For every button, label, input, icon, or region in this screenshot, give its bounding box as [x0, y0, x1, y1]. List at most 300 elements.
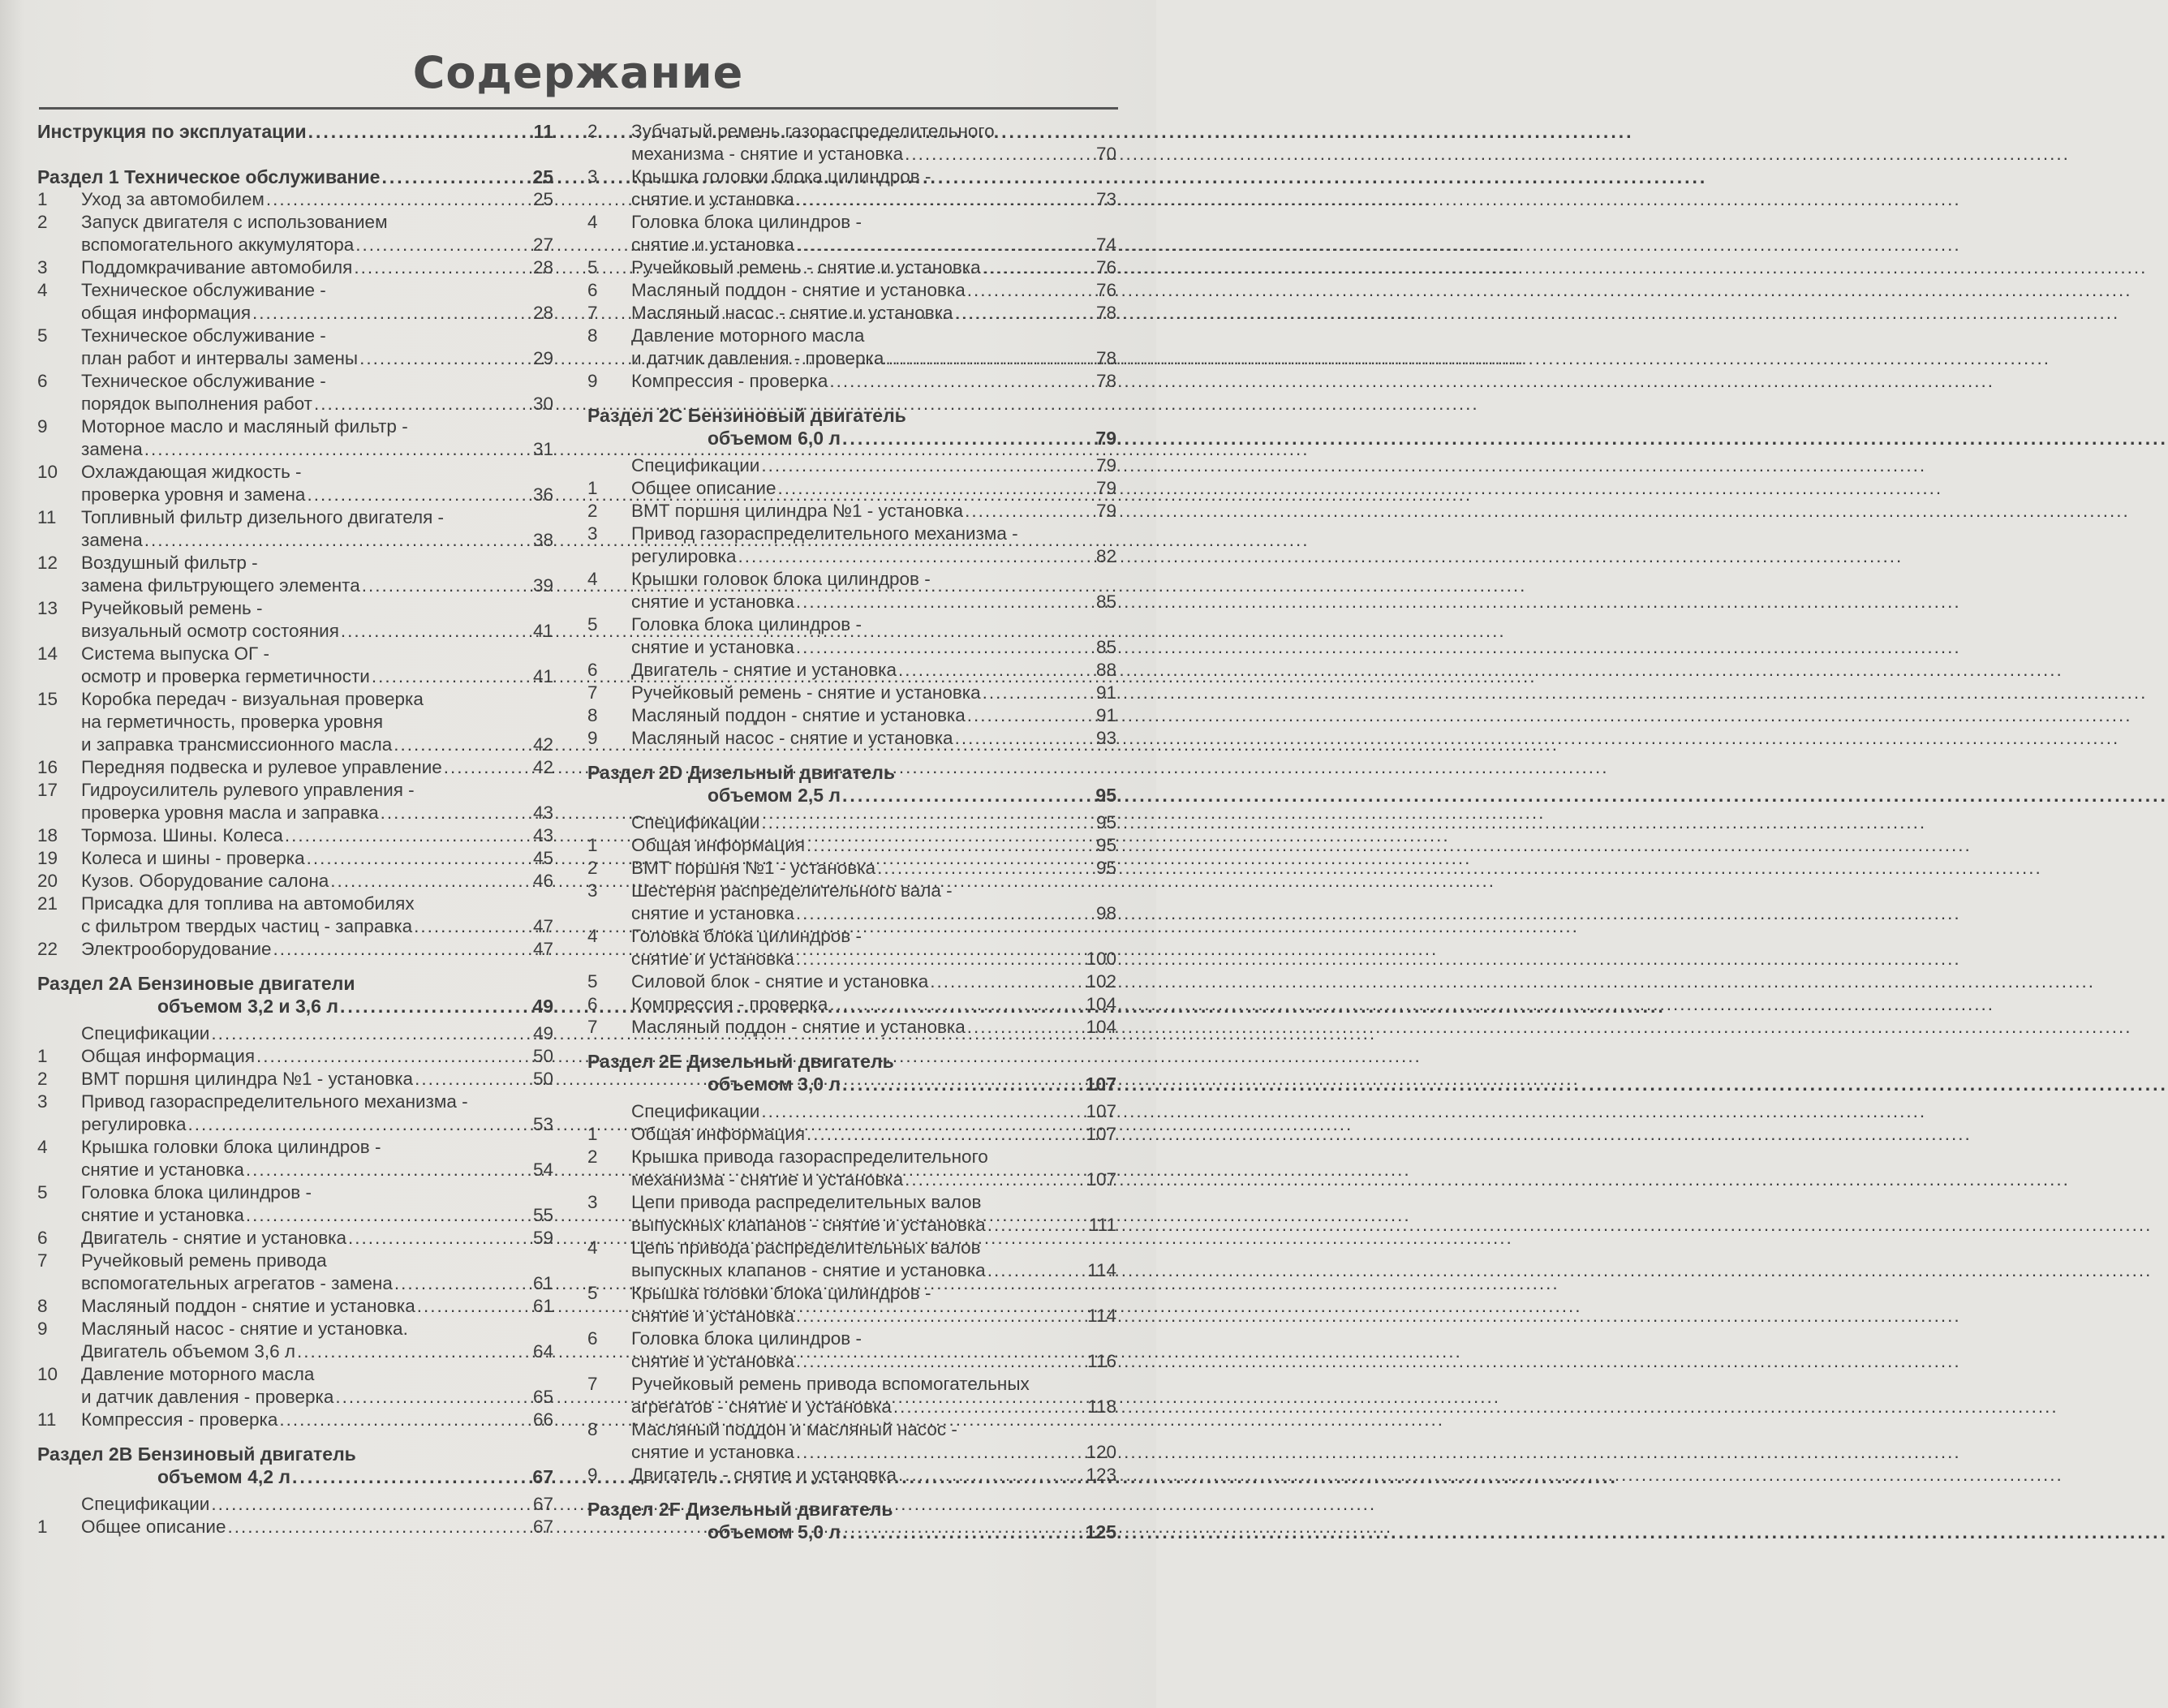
item-number: 9 [587, 371, 598, 391]
leader-dots [417, 1295, 531, 1318]
leader-dots [777, 477, 1095, 500]
leader-dots [414, 915, 531, 938]
leader-dots [144, 529, 531, 552]
page-number: 28 [532, 303, 553, 323]
toc-item[interactable] [587, 1373, 1116, 1418]
item-number: 11 [37, 1409, 57, 1430]
item-text: Ручейковый ремень - снятие и установка [631, 682, 981, 703]
item-text: Двигатель - снятие и установка [81, 1228, 347, 1248]
leader-dots [842, 1521, 1084, 1543]
section-items [587, 120, 1116, 393]
item-text: Воздушный фильтр - [81, 553, 258, 573]
item-number: 8 [37, 1296, 48, 1316]
page-number: 85 [1095, 592, 1116, 612]
toc-item[interactable] [37, 506, 553, 552]
item-text: механизма - снятие и установка [631, 144, 904, 164]
item-number: 1 [587, 1124, 598, 1144]
toc-item[interactable] [37, 188, 553, 211]
item-text: Присадка для топлива на автомобилях [81, 893, 415, 914]
section-subtitle: объемом 6,0 л [708, 428, 841, 449]
leader-dots [796, 591, 1095, 613]
item-text: Техническое обслуживание - [81, 325, 326, 346]
leader-dots [965, 500, 1095, 523]
toc-item[interactable] [37, 824, 553, 847]
leader-dots [335, 1386, 531, 1409]
item-number: 22 [37, 939, 58, 959]
toc-item[interactable] [37, 325, 553, 370]
page-number: 95 [1095, 785, 1116, 806]
toc-item[interactable] [587, 1282, 1116, 1327]
toc-item[interactable] [37, 1409, 553, 1431]
toc-item[interactable] [587, 1237, 1116, 1282]
leader-dots [144, 438, 531, 461]
item-text: Техническое обслуживание - [81, 280, 326, 300]
toc-item[interactable] [587, 857, 1116, 880]
toc-item[interactable] [587, 925, 1116, 970]
leader-dots [394, 734, 531, 756]
toc-item[interactable] [37, 1045, 553, 1068]
section-items [37, 188, 553, 961]
toc-item[interactable] [37, 1295, 553, 1318]
toc-item[interactable] [587, 613, 1116, 659]
toc-item[interactable] [587, 682, 1116, 704]
leader-dots [292, 1465, 531, 1488]
page-number: 27 [532, 234, 553, 255]
item-number: 13 [37, 598, 58, 618]
item-text: Компрессия - проверка [631, 994, 828, 1014]
item-number: 1 [37, 1517, 48, 1537]
leader-dots [967, 279, 1095, 302]
toc-section-1[interactable] [37, 166, 553, 188]
toc-item[interactable] [37, 1181, 553, 1227]
item-number: 4 [587, 926, 598, 946]
leader-dots [877, 857, 1095, 880]
item-number: 4 [587, 1237, 598, 1258]
toc-item[interactable] [37, 756, 553, 779]
item-number: 7 [587, 1017, 598, 1037]
toc-item[interactable] [37, 279, 553, 325]
leader-dots [738, 545, 1095, 568]
toc-item[interactable] [37, 1516, 553, 1538]
toc-column-left [37, 120, 553, 1538]
page-number: 111 [1088, 1215, 1116, 1235]
item-number: 1 [37, 189, 48, 209]
leader-dots [898, 659, 1095, 682]
page-number: 116 [1087, 1351, 1116, 1371]
toc-item[interactable] [37, 1068, 553, 1091]
page-number: 41 [532, 666, 553, 686]
page-number: 54 [532, 1159, 553, 1180]
item-text: Головка блока цилиндров - [81, 1182, 312, 1202]
item-text: Ручейковый ремень - [81, 598, 263, 618]
item-text: Топливный фильтр дизельного двигателя - [81, 507, 445, 527]
toc-item[interactable] [587, 1016, 1116, 1039]
toc-item[interactable] [587, 166, 1116, 211]
item-text: Компрессия - проверка [631, 371, 828, 391]
item-number: 9 [587, 1465, 598, 1485]
toc-column-right [587, 120, 1116, 1543]
item-number: 21 [37, 893, 58, 914]
toc-item[interactable] [587, 811, 1116, 834]
page-title: Содержание [412, 47, 744, 98]
toc-item[interactable] [587, 279, 1116, 302]
item-text: Общая информация [81, 1046, 256, 1066]
leader-dots [297, 1340, 531, 1363]
toc-item[interactable] [37, 1227, 553, 1250]
toc-item[interactable] [37, 938, 553, 961]
toc-item[interactable] [37, 1136, 553, 1181]
toc-item[interactable] [587, 1191, 1116, 1237]
toc-item[interactable] [587, 1327, 1116, 1373]
toc-item[interactable] [37, 1250, 553, 1295]
toc-item[interactable] [587, 256, 1116, 279]
toc-item[interactable] [37, 1022, 553, 1045]
leader-dots [905, 143, 1095, 166]
toc-item[interactable] [587, 1123, 1116, 1146]
item-text: Спецификации [81, 1023, 210, 1043]
item-text: общая информация [81, 303, 252, 323]
page-number: 82 [1095, 546, 1116, 566]
page-number: 53 [532, 1114, 553, 1134]
toc-item[interactable] [587, 568, 1116, 613]
item-text: снятие и установка [81, 1159, 244, 1180]
item-number: 3 [37, 257, 48, 277]
item-text: Масляный поддон - снятие и установка [631, 705, 966, 725]
toc-item[interactable] [37, 1318, 553, 1363]
item-text: Охлаждающая жидкость - [81, 462, 302, 482]
item-text: Масляный насос - снятие и установка. [81, 1319, 408, 1339]
toc-item[interactable] [587, 1464, 1116, 1486]
item-text: выпускных клапанов - снятие и установка [631, 1215, 986, 1235]
leader-dots [256, 1045, 531, 1068]
item-text: Головка блока цилиндров - [631, 614, 862, 635]
leader-dots [807, 834, 1095, 857]
toc-section-2f[interactable] [587, 1498, 1116, 1543]
page-number: 11 [533, 121, 553, 142]
item-number: 10 [37, 1364, 58, 1384]
item-text: снятие и установка [631, 234, 794, 255]
page-number: 85 [1095, 637, 1116, 657]
page-number: 79 [1095, 428, 1116, 449]
item-number: 5 [587, 257, 598, 277]
item-number: 9 [37, 1319, 48, 1339]
leader-dots [362, 574, 531, 597]
item-text: Давление моторного масла [631, 325, 865, 346]
leader-dots [983, 256, 1095, 279]
leader-dots [211, 1493, 531, 1516]
leader-dots [987, 1259, 1086, 1282]
leader-dots [967, 1016, 1085, 1039]
section-items [587, 1100, 1116, 1486]
item-text: Двигатель - снятие и установка [631, 660, 897, 680]
item-text: Головка блока цилиндров - [631, 1328, 862, 1349]
item-number: 18 [37, 825, 58, 845]
toc-item[interactable] [587, 120, 1116, 166]
leader-dots [266, 188, 531, 211]
toc-item[interactable] [37, 461, 553, 506]
toc-item[interactable] [587, 727, 1116, 750]
item-number: 20 [37, 871, 58, 891]
item-text: Цепь привода распределительных валов [631, 1237, 981, 1258]
item-number: 2 [37, 212, 48, 232]
item-number: 6 [587, 1328, 598, 1349]
item-text: агрегатов - снятие и установка [631, 1396, 892, 1417]
item-number: 9 [587, 728, 598, 748]
leader-dots [796, 1441, 1085, 1464]
toc-item[interactable] [37, 779, 553, 824]
leader-dots [307, 847, 531, 870]
toc-item[interactable] [587, 211, 1116, 256]
item-text: Крышки головок блока цилиндров - [631, 569, 931, 589]
item-text: снятие и установка [631, 1442, 794, 1462]
item-number: 3 [587, 880, 598, 901]
section-subtitle: объемом 5,0 л [708, 1521, 841, 1542]
toc-section-2d[interactable] [587, 761, 1116, 807]
toc-item[interactable] [587, 834, 1116, 857]
leader-dots [211, 1022, 531, 1045]
toc-item[interactable] [37, 870, 553, 893]
page-number: 125 [1085, 1521, 1116, 1542]
page-number: 61 [532, 1273, 553, 1293]
leader-dots [381, 802, 531, 824]
leader-dots [308, 120, 532, 143]
page-number: 43 [532, 825, 553, 845]
leader-dots [796, 234, 1095, 256]
leader-dots [796, 948, 1085, 970]
item-number: 17 [37, 780, 58, 800]
toc-section-2b[interactable] [37, 1443, 553, 1488]
item-text: визуальный осмотр состояния [81, 621, 339, 641]
item-number: 2 [37, 1069, 48, 1089]
item-number: 3 [37, 1091, 48, 1112]
item-text: Компрессия - проверка [81, 1409, 278, 1430]
toc-item[interactable] [37, 893, 553, 938]
page-number: 50 [532, 1046, 553, 1066]
toc-item[interactable] [587, 880, 1116, 925]
item-text: план работ и интервалы замены [81, 348, 359, 368]
toc-item[interactable] [37, 552, 553, 597]
toc-item[interactable] [587, 970, 1116, 993]
item-number: 7 [587, 1374, 598, 1394]
item-text: вспомогательного аккумулятора [81, 234, 355, 255]
item-text: вспомогательных агрегатов - замена [81, 1273, 393, 1293]
item-number: 6 [587, 994, 598, 1014]
leader-dots [796, 902, 1095, 925]
page-number: 104 [1086, 1017, 1116, 1037]
page-number: 95 [1095, 812, 1116, 832]
item-text: Головка блока цилиндров - [631, 926, 862, 946]
item-text: Крышка привода газораспределительного [631, 1147, 988, 1167]
page-number: 79 [1095, 478, 1116, 498]
item-text: Силовой блок - снятие и установка [631, 971, 929, 992]
page-number: 25 [532, 166, 553, 187]
toc-item[interactable] [37, 847, 553, 870]
item-text: и датчик давления - проверка [631, 348, 884, 368]
toc-item[interactable] [587, 1418, 1116, 1464]
section-title: Раздел 2В Бензиновый двигатель [37, 1443, 356, 1465]
page-number: 74 [1095, 234, 1116, 255]
toc-item[interactable] [37, 415, 553, 461]
item-number: 2 [587, 121, 598, 141]
toc-item[interactable] [587, 1146, 1116, 1191]
toc-item[interactable] [37, 370, 553, 415]
section-items [587, 454, 1116, 750]
item-text: замена [81, 530, 143, 550]
page-number: 67 [532, 1466, 553, 1487]
item-text: Масляный насос - снятие и установка [631, 728, 953, 748]
toc-item[interactable] [37, 256, 553, 279]
item-text: Запуск двигателя с использованием [81, 212, 388, 232]
toc-item[interactable] [587, 993, 1116, 1016]
page-number: 67 [532, 1494, 553, 1514]
toc-item[interactable] [587, 325, 1116, 370]
item-number: 1 [37, 1046, 48, 1066]
toc-item[interactable] [587, 477, 1116, 500]
item-text: Масляный поддон - снятие и установка [631, 1017, 966, 1037]
section-subtitle: объемом 3,0 л [708, 1073, 841, 1095]
item-text: Общее описание [81, 1517, 226, 1537]
leader-dots [842, 427, 1094, 450]
item-text: Гидроусилитель рулевого управления - [81, 780, 415, 800]
item-text: проверка уровня масла и заправка [81, 802, 379, 823]
page-number: 118 [1087, 1396, 1116, 1417]
section-items [37, 1022, 553, 1431]
item-text: Общее описание [631, 478, 776, 498]
toc-item[interactable] [587, 302, 1116, 325]
page-number: 78 [1095, 303, 1116, 323]
page-number: 30 [532, 394, 553, 414]
item-number: 7 [37, 1250, 48, 1271]
item-text: Давление моторного масла [81, 1364, 315, 1384]
item-text: замена [81, 439, 143, 459]
leader-dots [829, 370, 1095, 393]
leader-dots [898, 1464, 1084, 1486]
page-number: 42 [532, 757, 553, 777]
leader-dots [359, 347, 531, 370]
page-number: 65 [532, 1387, 553, 1407]
item-text: механизма - снятие и установка [631, 1169, 904, 1190]
toc-item[interactable] [587, 1100, 1116, 1123]
item-number: 6 [37, 1228, 48, 1248]
toc-item[interactable] [37, 597, 553, 643]
page-number: 107 [1086, 1124, 1116, 1144]
page-number: 50 [532, 1069, 553, 1089]
leader-dots [761, 454, 1095, 477]
toc-section-2c[interactable] [587, 404, 1116, 450]
toc-instructions[interactable] [37, 120, 553, 143]
title-rule [39, 107, 1118, 110]
item-number: 7 [587, 682, 598, 703]
toc-section-2a[interactable] [37, 972, 553, 1017]
item-number: 19 [37, 848, 58, 868]
toc-item[interactable] [587, 659, 1116, 682]
page-number: 104 [1086, 994, 1116, 1014]
toc-item[interactable] [37, 688, 553, 756]
item-number: 11 [37, 507, 57, 527]
page-number: 114 [1087, 1260, 1116, 1280]
item-text: Спецификации [631, 455, 760, 475]
leader-dots [348, 1227, 531, 1250]
toc-item[interactable] [37, 211, 553, 256]
page-number: 39 [532, 575, 553, 596]
item-text: Коробка передач - визуальная проверка [81, 689, 424, 709]
item-text: Общая информация [631, 1124, 806, 1144]
leader-dots [340, 995, 531, 1017]
page-number: 114 [1087, 1306, 1116, 1326]
item-number: 6 [587, 280, 598, 300]
toc-item[interactable] [37, 1363, 553, 1409]
item-text: Масляный поддон и масляный насос - [631, 1419, 957, 1439]
section-title: Раздел 2С Бензиновый двигатель [587, 405, 906, 426]
page-number: 42 [532, 734, 553, 755]
item-number: 5 [37, 325, 48, 346]
leader-dots [807, 1123, 1084, 1146]
item-number: 2 [587, 858, 598, 878]
leader-dots [279, 1409, 531, 1431]
page-number: 79 [1095, 501, 1116, 521]
page-number: 78 [1095, 371, 1116, 391]
item-text: ВМТ поршня цилиндра №1 - установка [631, 501, 964, 521]
item-text: Общая информация [631, 835, 806, 855]
section-title: Раздел 2Е Дизельный двигатель [587, 1051, 894, 1072]
leader-dots [330, 870, 531, 893]
section-subtitle: объемом 2,5 л [708, 785, 841, 806]
page-number: 91 [1095, 682, 1116, 703]
section-title: Раздел 2А Бензиновые двигатели [37, 973, 355, 994]
item-number: 3 [587, 1192, 598, 1212]
item-text: снятие и установка [631, 949, 794, 969]
page-number: 31 [532, 439, 553, 459]
page-number: 64 [532, 1341, 553, 1362]
item-text: Уход за автомобилем [81, 189, 265, 209]
page-number: 78 [1095, 348, 1116, 368]
item-text: осмотр и проверка герметичности [81, 666, 370, 686]
item-number: 3 [587, 166, 598, 187]
leader-dots [285, 824, 531, 847]
toc-item[interactable] [587, 704, 1116, 727]
toc-item[interactable] [587, 370, 1116, 393]
toc-item[interactable] [37, 1091, 553, 1136]
toc-item[interactable] [587, 454, 1116, 477]
item-text: снятие и установка [631, 903, 794, 923]
page-number: 76 [1095, 280, 1116, 300]
item-text: ВМТ поршня №1 - установка [631, 858, 876, 878]
section-title: Раздел 2D Дизельный двигатель [587, 762, 896, 783]
item-text: Ручейковый ремень привода вспомогательных [631, 1374, 1030, 1394]
page-number: 79 [1095, 455, 1116, 475]
item-text: снятие и установка [81, 1205, 244, 1225]
item-text: Тормоза. Шины. Колеса [81, 825, 283, 845]
section-title: Инструкция по эксплуатации [37, 121, 307, 142]
page-number: 43 [532, 802, 553, 823]
page-number: 93 [1095, 728, 1116, 748]
page-number: 66 [532, 1409, 553, 1430]
leader-dots [444, 756, 531, 779]
toc-item[interactable] [587, 500, 1116, 523]
leader-dots [983, 682, 1095, 704]
leader-dots [893, 1396, 1086, 1418]
item-text: Спецификации [631, 1101, 760, 1121]
toc-section-2e[interactable] [587, 1050, 1116, 1095]
item-number: 4 [587, 212, 598, 232]
toc-item[interactable] [37, 1493, 553, 1516]
item-text: Цепи привода распределительных валов [631, 1192, 982, 1212]
toc-item[interactable] [37, 643, 553, 688]
toc-item[interactable] [587, 523, 1116, 568]
page-number: 49 [532, 996, 553, 1017]
leader-dots [246, 1204, 531, 1227]
leader-dots [796, 1305, 1086, 1327]
